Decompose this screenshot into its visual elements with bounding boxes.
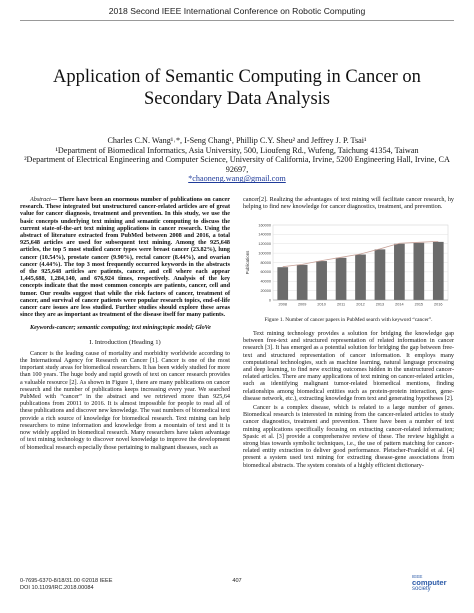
paper-title [30, 66, 444, 110]
conference-header: 2018 Second IEEE International Conference on Robotic Computing [108, 6, 366, 16]
bar [413, 243, 424, 300]
y-axis-label: Publications [245, 251, 250, 275]
paragraph-text-mining: Text mining technology provides a solution for bridging the knowledge gap between free-text and structured representation of related information in cancer research [3]. It has emerged as a potential solution for bridging the gap between free-text and structured representation of cancer information. It employs many computational technologies, such as machine learning, natural language processing and deep learning, to find new exciting outcomes hidden in the unstructured cancer-related articles. There are many applications of text mining on cancer-related articles, such as identifying malignant tumor-related biomedical mentions, finding relationships among biomedical entities such as protein-protein interaction, gene-disease network, etc.), extracting knowledge from text and generating hypotheses [2]. [243, 331, 454, 402]
x-tick-label: 2010 [317, 302, 326, 307]
author-email-link[interactable]: *chaoneng.wang@gmail.com [188, 174, 286, 184]
header-rule [20, 20, 454, 21]
affiliation-2: ²Department of Electrical Engineering and Computer Science, University of California, Irvine, 5200 Engineering Hall, Irvine, CA [24, 155, 450, 165]
y-tick-label: 0 [268, 298, 271, 303]
bar [433, 242, 444, 300]
footer-isbn: 0-7695-6370-8/18/31.00 ©2018 IEEE [20, 578, 113, 584]
x-tick-label: 2012 [356, 302, 365, 307]
left-column [20, 197, 230, 452]
y-tick-label: 40000 [260, 279, 271, 284]
logo-computer-text: computer [412, 578, 447, 587]
bar [394, 244, 405, 300]
right-column [243, 197, 454, 470]
keywords-text: Keywords-cancer; semantic computing; text mining;topic model; GloVe [30, 325, 211, 332]
bar [336, 258, 347, 300]
abstract-label: Abstract [30, 197, 51, 203]
x-tick-label: 2013 [375, 302, 385, 307]
author-block [20, 136, 454, 184]
y-tick-label: 100000 [258, 251, 271, 256]
section-heading-introduction: I. Introduction (Heading 1) [89, 338, 161, 346]
y-tick-label: 80000 [260, 261, 271, 266]
affiliation-2-cont: 92697, [225, 164, 249, 174]
keywords [20, 325, 230, 332]
x-tick-label: 2009 [297, 302, 307, 307]
logo-ieee-text: IEEE [412, 574, 423, 579]
continued-paragraph: cancer[2]. Realizing the advantages of text mining will facilitate cancer research, hy helping to find new knowledge for cancer diagnostics, treatment, and prevention. [243, 197, 454, 211]
y-tick-label: 140000 [258, 233, 271, 238]
ieee-computer-society-logo [412, 574, 456, 600]
logo-society-text: society [412, 586, 431, 592]
title-line-1: Application of Semantic Computing in Cancer on [53, 67, 421, 87]
author-names: Charles C.N. Wang¹˒*, I-Seng Chang¹, Phillip C.Y. Sheu² and Jeffrey J. P. Tsai¹ [107, 136, 367, 145]
y-tick-label: 160000 [258, 223, 271, 228]
title-line-2: Secondary Data Analysis [144, 89, 330, 109]
abstract-text: — There have been an enormous number of publications on cancer research. These integrated but unstructured cancer-related articles are of great value for cancer diagnosis, treatment and prevention. In this study, we use the basic concepts underlying text mining and semantic computing to discuss the current state-of-the-art text mining applications in cancer research. Using the abstract of literature extracted from PubMed between 2008 and 2016, a total 925,648 articles are used for subsequent text mining. Among the 925,648 articles, the top 5 most studied cancer types were breast cancer (23.82%), lung cancer (10.54%), prostate cancer (9.90%), rectal cancer (8.44%), and ovarian cancer (4.44%). The top 3 most frequently occurred keywords in the abstracts of the 925,648 articles are patients, cancer, and cell where each appear 1,445,688, 1,284,140, and 676,924 times, respectively. Analysis of the key concepts indicate that the most common concepts are patients, cancer, cell and tumor. Our results suggest that while the risk factors of cancer, treatment of cancer, and survival of cancer patients were popular research topics, end-of-life cancer care issues are less studied. Further studies should explore these areas since they are as important as treatment of the disease itself for many patients. [20, 197, 230, 319]
bar [355, 255, 366, 300]
x-tick-label: 2011 [336, 302, 346, 307]
bar [316, 262, 327, 301]
y-tick-label: 120000 [258, 242, 271, 247]
bar [277, 268, 288, 301]
figure-caption: Figure 1. Number of cancer papers in PubMed search with keyword “cancer”. [264, 317, 433, 324]
figure-1 [243, 219, 454, 314]
page-number: 407 [232, 578, 242, 584]
bar [297, 265, 308, 300]
affiliation-1: ¹Department of Biomedical Informatics, Asia University, 500, Lioufeng Rd., Wufeng, Taichung 41354, Taiwan [55, 145, 419, 155]
paragraph-cancer-complex: Cancer is a complex disease, which is related to a large number of genes. Biomedical research is interested in mining from the cancer-related articles to study cancer diagnostics, treatment and prevention. There have been a number of text mining applications specifically focusing on extracting cancer-related information; Spasic et al. [3] provide a comprehensive review of these. The review highlight a strong bias towards symbolic techniques, i.e., the use of pattern matching for cancer-related entity extraction to deliver good performance. Pletscher-Frankild et al. [4] present a system used text mining for extracting disease-gene associations from biomedical abstracts. The system consists of a highly efficient dictionary- [243, 405, 454, 469]
bar [375, 250, 386, 301]
x-tick-label: 2015 [414, 302, 424, 307]
x-tick-label: 2016 [434, 302, 443, 307]
intro-paragraph: Cancer is the leading cause of mortality and morbidity worldwide according to the International Agency for Research on Cancer [1]. Cancer is one of the most important study areas for biomedical researchers. It has been widely studied for more than 100 years. The huge body and rapid growth of text on cancer research provides a valuable resource [2]. As shown in Figure 1, there are many publications on cancer research and the number of publications keeps increasing every year. We searched PubMed with “cancer” in the abstract and we retrieved more than 925,64 publications from 20011 to 2016. It is almost impossible for people to read all of these publications and discover new knowledge. The vast numbers of biomedical text provide a rich source of knowledge for biomedical research. Text mining can help researchers to mine information and knowledge from a mountain of text and it is now widely applied in biomedical research. Many researchers have taken advantage of text mining technology to discover novel knowledge to improve the development of biomedical research especially those pertaining to malignant diseases, such as [20, 350, 230, 451]
abstract [20, 197, 230, 319]
publications-bar-chart [243, 219, 454, 314]
footer-copyright [20, 578, 112, 592]
y-tick-label: 20000 [260, 289, 271, 294]
x-tick-label: 2008 [278, 302, 287, 307]
footer-doi: DOI 10.1109/IRC.2018.00084 [20, 585, 94, 591]
y-tick-label: 60000 [260, 270, 271, 275]
x-tick-label: 2014 [395, 302, 404, 307]
